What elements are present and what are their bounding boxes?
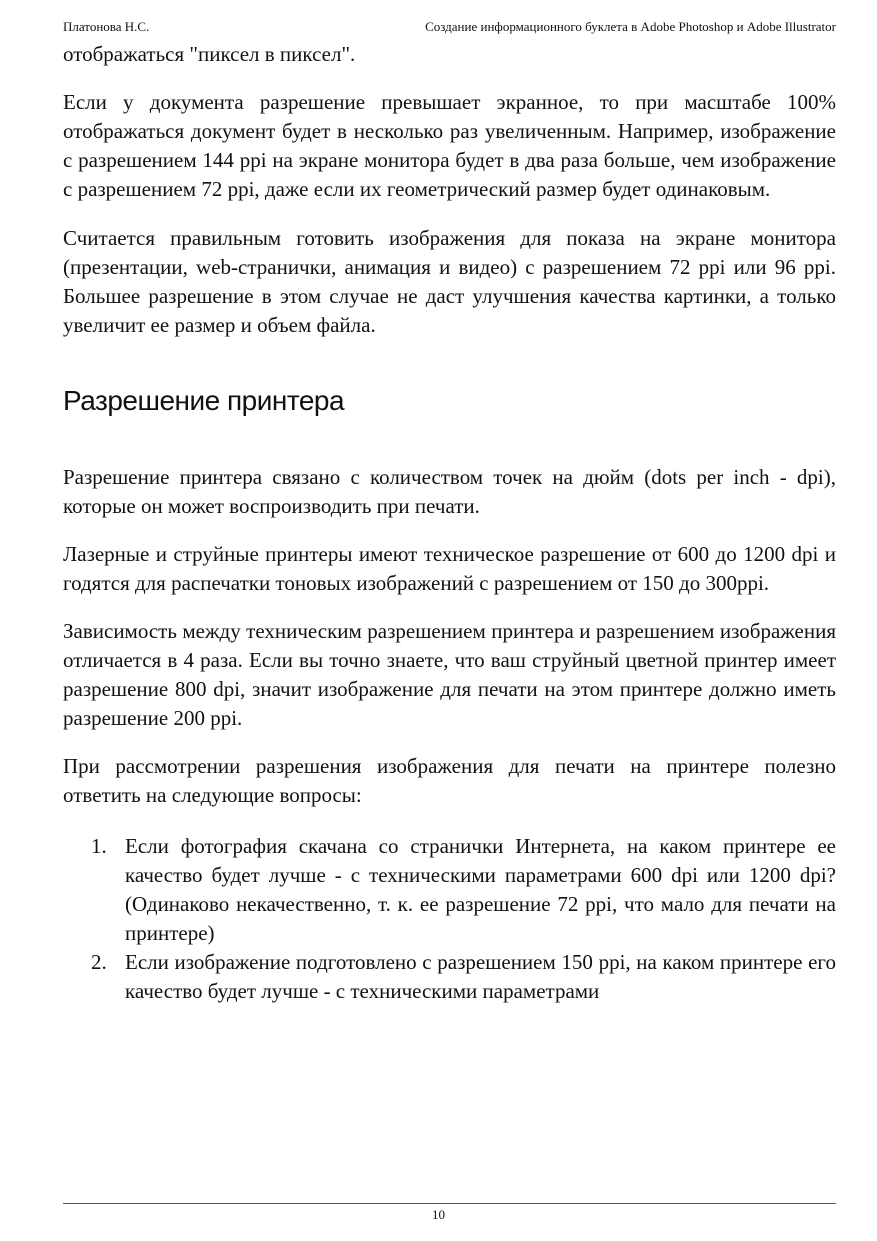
section-heading: Разрешение принтера [63, 385, 345, 416]
list-item-text: Если фотография скачана со странички Интернета, на каком принтере ее качество будет лучше - с техническими параметрами 600 dpi или 1200 dpi? (Одинаково некачественно, т. к. ее разрешение 72 ppi, что мало для печати на принтере) [125, 834, 836, 945]
list-item-text: Если изображение подготовлено с разрешением 150 ppi, на каком принтере его качество будет лучше - с техническими параметрами [125, 950, 836, 1003]
list-item-number: 1. [91, 834, 107, 858]
page-number: 10 [432, 1207, 445, 1222]
page-content [63, 40, 836, 1006]
header-title: Создание информационного буклета в Adobe Photoshop и Adobe Illustrator [425, 19, 836, 34]
paragraph-resolution-ratio: Зависимость между техническим разрешением принтера и разрешением изображения отличается в 4 раза. Если вы точно знаете, что ваш струйный цветной принтер имеет разрешение 800 dpi, значит изображение для печати на этом принтере должно иметь разрешение 200 ppi. [63, 619, 836, 730]
paragraph-continuation: отображаться "пиксел в пиксел". [63, 42, 356, 66]
header-author: Платонова Н.С. [63, 19, 150, 34]
list-item [63, 832, 836, 948]
paragraph-screen-recommendation: Считается правильным готовить изображения для показа на экране монитора (презентации, web-странички, анимация и видео) с разрешением 72 ppi или 96 ppi. Большее разрешение в этом случае не даст улучшения качества картинки, а только увеличит ее размер и объем файла. [63, 226, 836, 337]
paragraph-printer-types: Лазерные и струйные принтеры имеют техническое разрешение от 600 до 1200 dpi и годятся для распечатки тоновых изображений с разрешением от 150 до 300ppi. [63, 542, 836, 595]
footer-divider [63, 1203, 836, 1204]
questions-list [63, 832, 836, 1006]
paragraph-screen-scale: Если у документа разрешение превышает экранное, то при масштабе 100% отображаться документ будет в несколько раз увеличенным. Например, изображение с разрешением 144 ppi на экране монитора будет в два раза больше, чем изображение с разрешением 72 ppi, даже если их геометрический размер будет одинаковым. [63, 90, 836, 201]
list-item [63, 948, 836, 1006]
paragraph-questions-intro: При рассмотрении разрешения изображения для печати на принтере полезно ответить на следующие вопросы: [63, 754, 836, 807]
list-item-number: 2. [91, 950, 107, 974]
page-header [63, 17, 836, 37]
paragraph-printer-definition: Разрешение принтера связано с количеством точек на дюйм (dots per inch - dpi), которые он может воспроизводить при печати. [63, 465, 836, 518]
